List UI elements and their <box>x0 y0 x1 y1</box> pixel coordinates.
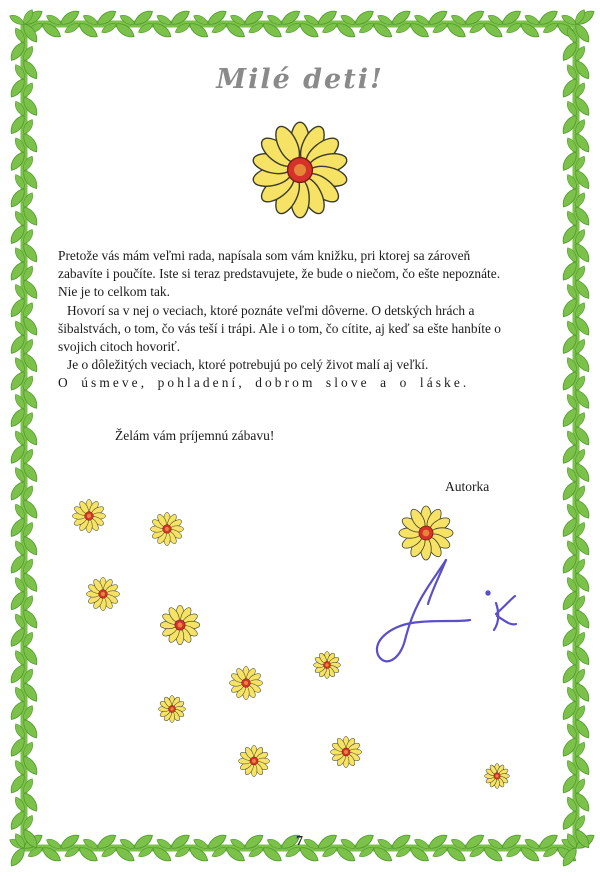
sunflower-icon <box>485 764 510 789</box>
author-label: Autorka <box>445 479 490 494</box>
sunflower-icon <box>72 499 105 532</box>
page-number: 7 <box>296 834 303 849</box>
sunflower-icon <box>330 736 361 767</box>
sunflower-icon <box>313 651 340 678</box>
sunflower-icon <box>86 577 119 610</box>
signature <box>377 560 516 661</box>
paragraph-3: Je o dôležitých veciach, ktoré potrebujú po celý život malí aj veľkí. <box>67 357 429 373</box>
sunflower-icon <box>158 695 185 722</box>
sunflower-icon <box>238 745 269 776</box>
closing-wish: Želám vám príjemnú zábavu! <box>115 428 275 443</box>
sunflower-icon <box>160 605 200 645</box>
paragraph-4: O úsmeve, pohladení, dobrom slove a o láske. <box>58 375 470 391</box>
paragraph-1: Pretože vás mám veľmi rada, napísala som vám knižku, pri ktorej sa zároveň zabavíte i poučíte. Iste si teraz predstavujete, že bude o niečom, čo ešte nepoznáte. Nie je to celkom tak. <box>58 248 501 300</box>
sunflower-icon <box>399 506 453 560</box>
paragraph-2: Hovorí sa v nej o veciach, ktoré poznáte veľmi dôverne. O detských hrách a šibalstvách, o tom, čo vás teší i trápi. Ale i o tom, čo cítite, aj keď sa ešte hanbíte o svojich citoch hovoriť. <box>58 302 502 355</box>
sunflower-icon <box>229 666 262 699</box>
page-title: Milé deti! <box>216 64 384 95</box>
sunflower-icon <box>150 512 183 545</box>
